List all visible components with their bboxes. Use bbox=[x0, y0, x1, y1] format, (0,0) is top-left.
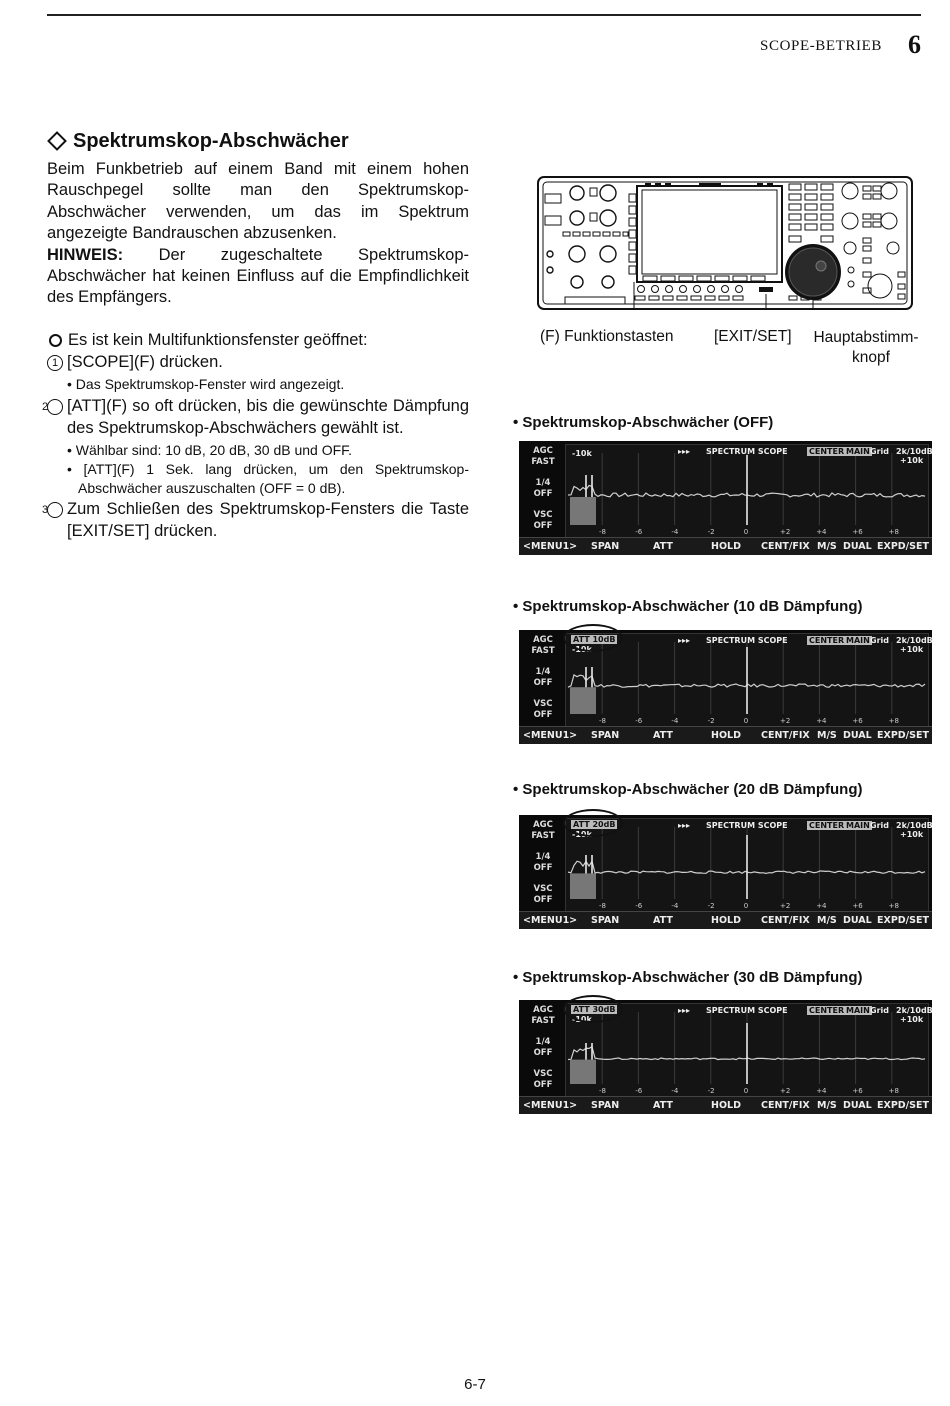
scale-label: 2k/10dB bbox=[896, 447, 933, 456]
softkey-cent-fix: CENT/FIX bbox=[761, 1100, 810, 1111]
center-mode-badge: CENTER bbox=[809, 821, 845, 830]
spectrum-plot bbox=[566, 634, 928, 726]
chapter-number: 6 bbox=[908, 30, 921, 59]
scope-title: SPECTRUM SCOPE bbox=[706, 447, 788, 456]
grid-label: Grid bbox=[870, 821, 889, 830]
step-3 bbox=[41, 499, 469, 542]
section-title bbox=[47, 130, 349, 153]
top-rule bbox=[47, 14, 921, 16]
noise-fill bbox=[570, 873, 596, 899]
step-1 bbox=[47, 352, 469, 374]
softkey-hold: HOLD bbox=[711, 915, 741, 926]
freq-tick-label: +6 bbox=[852, 717, 863, 725]
freq-tick-label: 0 bbox=[743, 528, 749, 536]
freq-tick-label: -4 bbox=[671, 1087, 679, 1095]
softkey-bar bbox=[519, 726, 932, 744]
freq-tick-label: -2 bbox=[707, 528, 715, 536]
freq-tick-label: 0 bbox=[743, 1087, 749, 1095]
freq-tick-label: +8 bbox=[888, 528, 899, 536]
softkey-m-s: M/S bbox=[817, 730, 837, 741]
freq-tick-label: +6 bbox=[852, 1087, 863, 1095]
step-1-note: • Das Spektrumskop-Fenster wird angezeigt. bbox=[67, 376, 345, 392]
scope-side-label: FAST bbox=[531, 1016, 555, 1026]
scope-side-label: OFF bbox=[533, 489, 553, 499]
scope-side-label: VSC bbox=[533, 699, 553, 709]
freq-tick-label: -6 bbox=[635, 902, 643, 910]
left-freq: -10k bbox=[572, 830, 592, 839]
softkey-hold: HOLD bbox=[711, 1100, 741, 1111]
step-number: 2 bbox=[47, 399, 63, 415]
freq-tick-label: -6 bbox=[635, 1087, 643, 1095]
noise-fill bbox=[570, 497, 596, 525]
freq-tick-label: +2 bbox=[780, 1087, 791, 1095]
softkey-dual: DUAL bbox=[843, 541, 872, 552]
scope-caption-off: • Spektrumskop-Abschwächer (OFF) bbox=[513, 414, 774, 431]
callout-function-keys: (F) Funktionstasten bbox=[540, 328, 674, 345]
softkey-bar bbox=[519, 1096, 932, 1114]
scope-caption-10db: • Spektrumskop-Abschwächer (10 dB Dämpfung) bbox=[513, 598, 863, 615]
right-freq: +10k bbox=[900, 456, 924, 465]
freq-tick-label: 0 bbox=[743, 717, 749, 725]
spectrum-area bbox=[565, 818, 933, 912]
freq-tick-label: -2 bbox=[707, 902, 715, 910]
softkey-span: SPAN bbox=[591, 1100, 620, 1111]
att-highlight-ring bbox=[563, 809, 623, 837]
scope-caption-20db: • Spektrumskop-Abschwächer (20 dB Dämpfung) bbox=[513, 781, 863, 798]
instruction-steps bbox=[41, 330, 469, 542]
freq-tick-label: +4 bbox=[816, 1087, 827, 1095]
freq-tick-label: -4 bbox=[671, 528, 679, 536]
freq-tick-label: +2 bbox=[780, 902, 791, 910]
scale-label: 2k/10dB bbox=[896, 636, 933, 645]
softkey-menu1: <MENU1> bbox=[523, 541, 578, 552]
right-freq: +10k bbox=[900, 830, 924, 839]
condition-text: Es ist kein Multifunktionsfenster geöffnet: bbox=[68, 331, 368, 349]
scope-side-label: 1/4 bbox=[535, 852, 551, 862]
right-freq: +10k bbox=[900, 645, 924, 654]
grid-label: Grid bbox=[870, 1006, 889, 1015]
scope-side-label: FAST bbox=[531, 831, 555, 841]
freq-tick-label: +8 bbox=[888, 1087, 899, 1095]
att-readout: ATT 30dB bbox=[573, 1005, 616, 1014]
section-title-text: Spektrumskop-Abschwächer bbox=[73, 130, 349, 152]
main-badge: MAIN bbox=[846, 636, 870, 645]
freq-tick-label: 0 bbox=[743, 902, 749, 910]
step-text: Zum Schließen des Spektrumskop-Fensters die Taste [EXIT/SET] drücken. bbox=[67, 500, 469, 540]
hold-indicator: ▸▸▸ bbox=[678, 447, 691, 456]
softkey-dual: DUAL bbox=[843, 1100, 872, 1111]
freq-tick-label: +6 bbox=[852, 902, 863, 910]
hold-indicator: ▸▸▸ bbox=[678, 636, 691, 645]
scope-side-label: FAST bbox=[531, 646, 555, 656]
step-2-note-2: • [ATT](F) 1 Sek. lang drücken, um den Spektrumskop-Abschwächer auszuschalten (OFF = 0 dB). bbox=[67, 461, 469, 496]
scope-side-label: OFF bbox=[533, 710, 553, 720]
scope-side-label: OFF bbox=[533, 863, 553, 873]
scope-side-label: AGC bbox=[533, 1005, 553, 1015]
softkey-cent-fix: CENT/FIX bbox=[761, 915, 810, 926]
softkey-span: SPAN bbox=[591, 730, 620, 741]
freq-tick-label: -6 bbox=[635, 717, 643, 725]
scope-side-label: VSC bbox=[533, 510, 553, 520]
callout-main-dial-line1: Hauptabstimm- bbox=[813, 329, 919, 346]
scope-side-label: AGC bbox=[533, 446, 553, 456]
note-label: HINWEIS: bbox=[47, 245, 124, 264]
step-condition bbox=[47, 330, 469, 352]
left-freq: -10k bbox=[572, 1015, 592, 1024]
center-mode-badge: CENTER bbox=[809, 1006, 845, 1015]
freq-tick-label: -4 bbox=[671, 902, 679, 910]
note-text: Der zugeschaltete Spektrumskop-Abschwächer hat keinen Einfluss auf die Empfindlichkeit des Empfängers. bbox=[47, 245, 469, 307]
hold-indicator: ▸▸▸ bbox=[678, 821, 691, 830]
transceiver-front-panel bbox=[537, 176, 913, 310]
diamond-icon bbox=[47, 131, 67, 151]
softkey-hold: HOLD bbox=[711, 541, 741, 552]
softkey-att: ATT bbox=[653, 541, 673, 552]
softkey-dual: DUAL bbox=[843, 915, 872, 926]
scope-title: SPECTRUM SCOPE bbox=[706, 636, 788, 645]
grid-label: Grid bbox=[870, 636, 889, 645]
scope-side-label: OFF bbox=[533, 521, 553, 531]
softkey-expd-set: EXPD/SET bbox=[877, 541, 929, 552]
softkey-m-s: M/S bbox=[817, 541, 837, 552]
intro-text: Beim Funkbetrieb auf einem Band mit einem hohen Rauschpegel sollte man den Spektrumskop-Abschwächer verwenden, um das im Spektrum angezeigte Bandrauschen abzusenken. bbox=[47, 160, 469, 243]
callout-main-dial bbox=[809, 328, 923, 368]
scope-side-label: FAST bbox=[531, 457, 555, 467]
open-circle-icon bbox=[49, 334, 62, 347]
spectrum-plot bbox=[566, 1004, 928, 1096]
main-badge: MAIN bbox=[846, 1006, 870, 1015]
scope-title: SPECTRUM SCOPE bbox=[706, 1006, 788, 1015]
scope-side-label: OFF bbox=[533, 678, 553, 688]
spectrum-plot bbox=[566, 445, 928, 537]
att-readout: ATT 10dB bbox=[573, 635, 616, 644]
freq-tick-label: +6 bbox=[852, 528, 863, 536]
att-highlight-ring bbox=[563, 624, 623, 652]
spectrum-area bbox=[565, 1003, 933, 1097]
softkey-cent-fix: CENT/FIX bbox=[761, 541, 810, 552]
freq-tick-label: +4 bbox=[816, 902, 827, 910]
softkey-expd-set: EXPD/SET bbox=[877, 730, 929, 741]
softkey-bar bbox=[519, 911, 932, 929]
grid-label: Grid bbox=[870, 447, 889, 456]
scope-screen bbox=[519, 441, 932, 555]
freq-tick-label: -6 bbox=[635, 528, 643, 536]
softkey-span: SPAN bbox=[591, 541, 620, 552]
scope-title: SPECTRUM SCOPE bbox=[706, 821, 788, 830]
freq-tick-label: +8 bbox=[888, 902, 899, 910]
scope-side-label: VSC bbox=[533, 884, 553, 894]
softkey-span: SPAN bbox=[591, 915, 620, 926]
softkey-menu1: <MENU1> bbox=[523, 730, 578, 741]
callout-exit-set: [EXIT/SET] bbox=[714, 328, 792, 345]
chapter-title: SCOPE-BETRIEB bbox=[760, 38, 882, 54]
scope-side-label: 1/4 bbox=[535, 667, 551, 677]
freq-tick-label: -8 bbox=[599, 1087, 606, 1095]
softkey-expd-set: EXPD/SET bbox=[877, 1100, 929, 1111]
softkey-dual: DUAL bbox=[843, 730, 872, 741]
hold-indicator: ▸▸▸ bbox=[678, 1006, 691, 1015]
softkey-hold: HOLD bbox=[711, 730, 741, 741]
softkey-expd-set: EXPD/SET bbox=[877, 915, 929, 926]
freq-tick-label: -8 bbox=[599, 902, 606, 910]
scope-side-label: VSC bbox=[533, 1069, 553, 1079]
softkey-att: ATT bbox=[653, 1100, 673, 1111]
center-mode-badge: CENTER bbox=[809, 636, 845, 645]
scale-label: 2k/10dB bbox=[896, 821, 933, 830]
softkey-att: ATT bbox=[653, 915, 673, 926]
left-freq: -10k bbox=[572, 645, 592, 654]
freq-tick-label: +2 bbox=[780, 717, 791, 725]
scope-side-label: OFF bbox=[533, 895, 553, 905]
step-text: [ATT](F) so oft drücken, bis die gewünschte Dämpfung des Spektrumskop-Abschwächers gewählt ist. bbox=[67, 397, 469, 437]
freq-tick-label: +2 bbox=[780, 528, 791, 536]
att-readout: ATT 20dB bbox=[573, 820, 616, 829]
step-number: 1 bbox=[47, 355, 63, 371]
softkey-m-s: M/S bbox=[817, 1100, 837, 1111]
step-2 bbox=[41, 396, 469, 439]
main-badge: MAIN bbox=[846, 821, 870, 830]
center-mode-badge: CENTER bbox=[809, 447, 845, 456]
freq-tick-label: +4 bbox=[816, 528, 827, 536]
scope-side-label: OFF bbox=[533, 1048, 553, 1058]
freq-tick-label: -2 bbox=[707, 717, 715, 725]
noise-fill bbox=[570, 1060, 596, 1084]
scale-label: 2k/10dB bbox=[896, 1006, 933, 1015]
scope-caption-30db: • Spektrumskop-Abschwächer (30 dB Dämpfung) bbox=[513, 969, 863, 986]
softkey-m-s: M/S bbox=[817, 915, 837, 926]
freq-tick-label: -8 bbox=[599, 528, 606, 536]
freq-tick-label: +8 bbox=[888, 717, 899, 725]
softkey-att: ATT bbox=[653, 730, 673, 741]
scope-side-label: 1/4 bbox=[535, 478, 551, 488]
intro-paragraph bbox=[47, 159, 469, 309]
step-text: [SCOPE](F) drücken. bbox=[67, 352, 223, 371]
callout-main-dial-line2: knopf bbox=[852, 349, 890, 366]
freq-tick-label: -8 bbox=[599, 717, 606, 725]
softkey-bar bbox=[519, 537, 932, 555]
softkey-menu1: <MENU1> bbox=[523, 915, 578, 926]
freq-tick-label: -4 bbox=[671, 717, 679, 725]
noise-fill bbox=[570, 687, 596, 714]
scope-side-label: AGC bbox=[533, 635, 553, 645]
spectrum-area bbox=[565, 633, 933, 727]
page-number: 6-7 bbox=[464, 1376, 486, 1393]
scope-side-label: OFF bbox=[533, 1080, 553, 1090]
spectrum-plot bbox=[566, 819, 928, 911]
step-2-note-1: • Wählbar sind: 10 dB, 20 dB, 30 dB und OFF. bbox=[67, 442, 353, 458]
main-badge: MAIN bbox=[846, 447, 870, 456]
step-number: 3 bbox=[47, 502, 63, 518]
freq-tick-label: -2 bbox=[707, 1087, 715, 1095]
scope-side-label: 1/4 bbox=[535, 1037, 551, 1047]
left-freq: -10k bbox=[572, 449, 592, 458]
right-freq: +10k bbox=[900, 1015, 924, 1024]
spectrum-area bbox=[565, 444, 933, 538]
att-highlight-ring bbox=[563, 995, 623, 1023]
softkey-menu1: <MENU1> bbox=[523, 1100, 578, 1111]
softkey-cent-fix: CENT/FIX bbox=[761, 730, 810, 741]
freq-tick-label: +4 bbox=[816, 717, 827, 725]
scope-side-label: AGC bbox=[533, 820, 553, 830]
